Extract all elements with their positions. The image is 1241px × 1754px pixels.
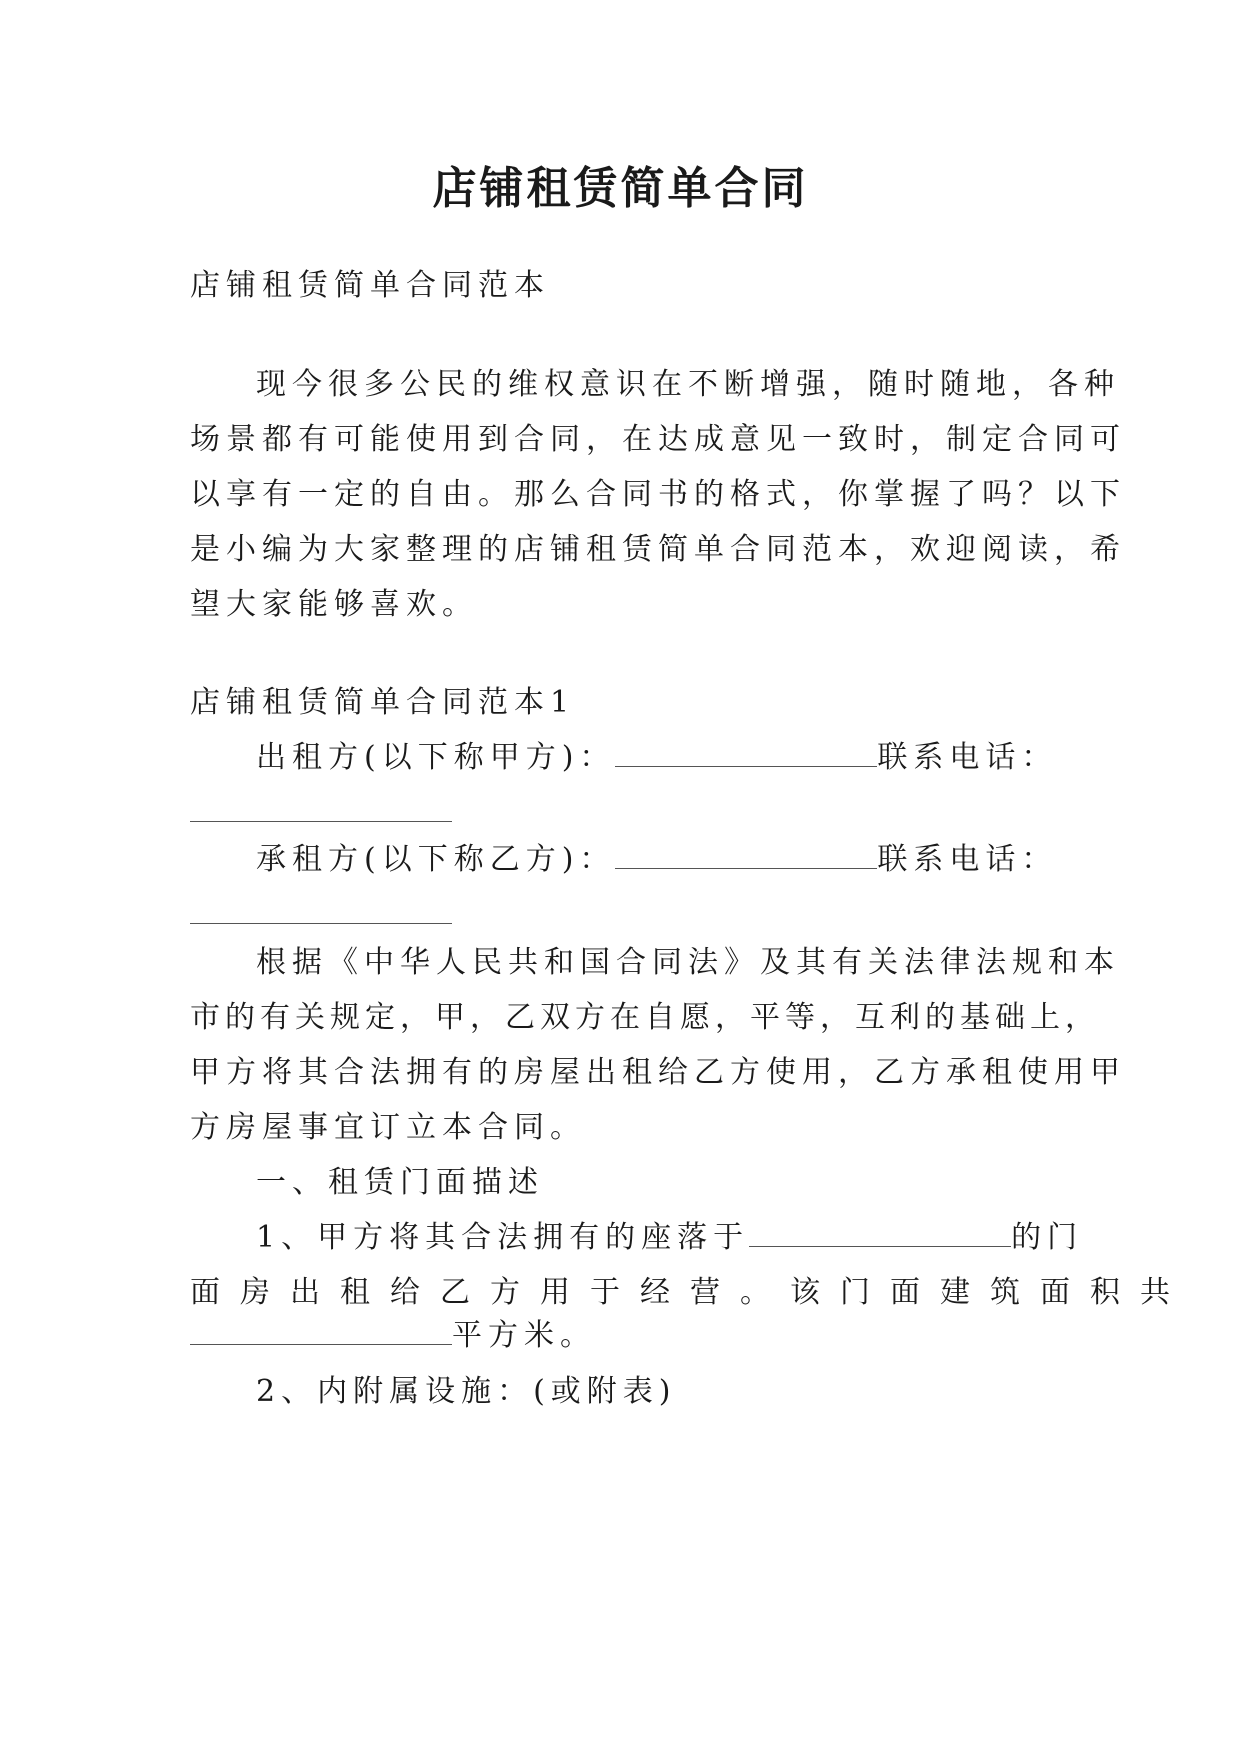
basis-line: 甲方将其合法拥有的房屋出租给乙方使用，乙方承租使用甲 [190,1055,1126,1090]
clause-heading: 一、租赁门面描述 [256,1165,544,1200]
basis-line: 方房屋事宜订立本合同。 [190,1110,586,1145]
item1-text: 1、甲方将其合法拥有的座落于 [256,1220,750,1255]
party-a-phone-blank [190,797,452,822]
intro-line: 现今很多公民的维权意识在不断增强，随时随地，各种 [256,367,1120,402]
party-a-label: 出租方(以下称甲方)： [256,740,616,775]
item1-location-blank [749,1222,1011,1247]
section-heading: 店铺租赁简单合同范本1 [190,685,576,720]
party-b-row [256,840,1060,880]
item1-area-unit: 平方米。 [452,1318,596,1353]
item1-line2: 面房出租给乙方用于经营。该门面建筑面积共 [190,1275,1190,1310]
item1-row [256,1218,1084,1258]
party-b-phone-blank [190,899,452,924]
party-a-phone-label: 联系电话： [877,740,1058,775]
item1-area-blank [190,1320,452,1345]
party-a-phone-row [190,793,1060,833]
document-title: 店铺租赁简单合同 [432,163,809,214]
basis-line: 市的有关规定，甲，乙双方在自愿，平等，互利的基础上， [190,1000,1100,1035]
intro-line: 望大家能够喜欢。 [190,587,478,622]
party-b-phone-row [190,895,1060,935]
intro-line: 场景都有可能使用到合同，在达成意见一致时，制定合同可 [190,422,1126,457]
basis-line: 根据《中华人民共和国合同法》及其有关法律法规和本 [256,945,1120,980]
party-b-phone-label: 联系电话： [877,842,1058,877]
party-a-name-blank [615,742,877,767]
item2: 2、内附属设施：(或附表) [256,1374,677,1409]
intro-line: 是小编为大家整理的店铺租赁简单合同范本，欢迎阅读，希 [190,532,1126,567]
item1-text-end: 的门 [1011,1220,1084,1255]
intro-line: 以享有一定的自由。那么合同书的格式，你掌握了吗？以下 [190,477,1126,512]
party-b-name-blank [615,844,877,869]
party-a-row [256,738,1060,778]
document-subtitle: 店铺租赁简单合同范本 [190,268,550,303]
item1-line3 [190,1316,1060,1356]
party-b-label: 承租方(以下称乙方)： [256,842,616,877]
